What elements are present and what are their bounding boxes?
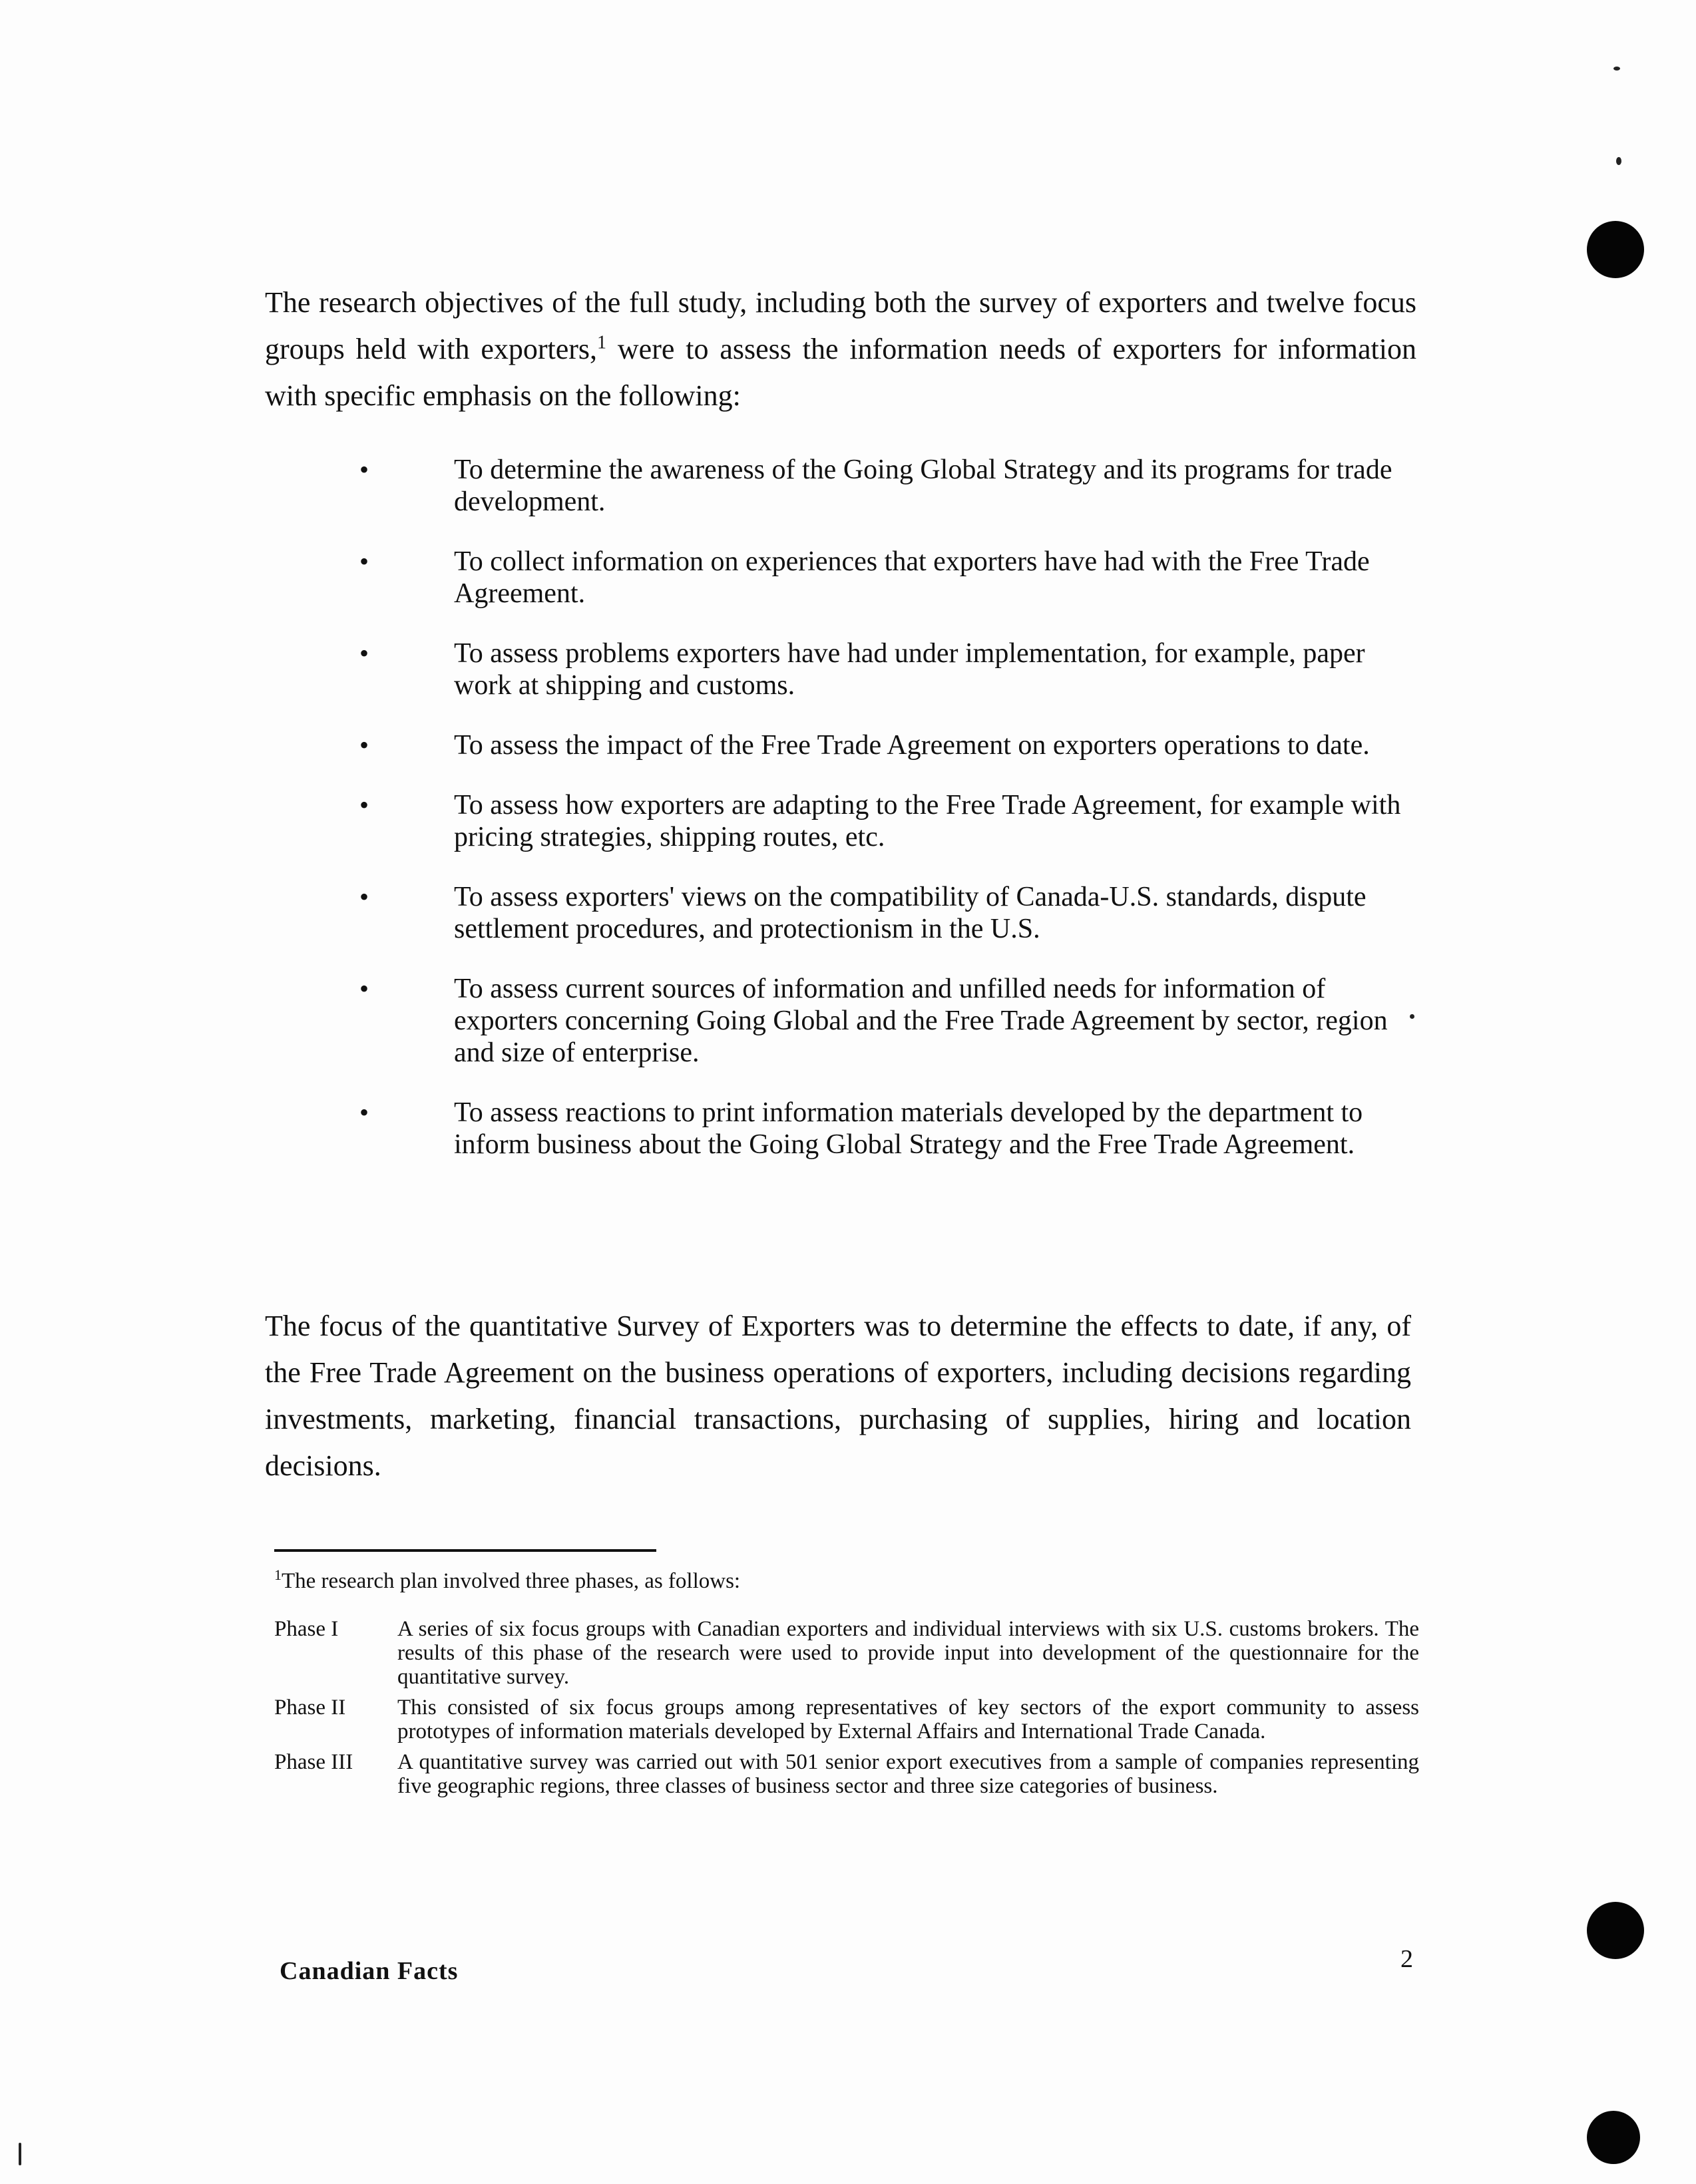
list-item bbox=[346, 973, 1411, 1069]
list-item bbox=[346, 789, 1411, 853]
bullet-icon: • bbox=[359, 730, 369, 760]
list-item bbox=[346, 637, 1411, 701]
intro-text-end: were to assess the information needs of exporters for information with specific emphasis on the following: bbox=[265, 333, 1416, 412]
bullet-icon: • bbox=[359, 974, 369, 1003]
scan-speck bbox=[1616, 157, 1621, 165]
phase-label: Phase I bbox=[274, 1617, 339, 1641]
list-item-text: To assess the impact of the Free Trade Agreement on exporters operations to date. bbox=[454, 730, 1370, 761]
phase-text: A series of six focus groups with Canadian exporters and individual interviews with six U.S. customs brokers. The results of this phase of the research were used to provide input into development of the questionnaire for the quantitative survey. bbox=[397, 1617, 1419, 1689]
list-item-text: To assess how exporters are adapting to the Free Trade Agreement, for example with pricing strategies, shipping routes, etc. bbox=[454, 790, 1401, 852]
list-item bbox=[346, 881, 1411, 945]
footnote-marker: 1 bbox=[274, 1566, 282, 1583]
phase-text: A quantitative survey was carried out with 501 senior export executives from a sample of companies representing five geographic regions, three classes of business sector and three size categories of business. bbox=[397, 1750, 1419, 1798]
bullet-icon: • bbox=[359, 1097, 369, 1127]
list-item-text: To assess current sources of information and unfilled needs for information of exporters concerning Going Global and the Free Trade Agreement by sector, region and size of enterprise. bbox=[454, 974, 1388, 1068]
punch-hole-top bbox=[1587, 221, 1644, 278]
footnote-intro bbox=[274, 1566, 1419, 1593]
footnote-intro-text: The research plan involved three phases, as follows: bbox=[282, 1569, 741, 1593]
bullet-icon: • bbox=[359, 546, 369, 576]
bullet-icon: • bbox=[359, 638, 369, 668]
footnote-divider bbox=[274, 1549, 656, 1552]
list-item-text: To determine the awareness of the Going Global Strategy and its programs for trade development. bbox=[454, 455, 1392, 517]
phase-item bbox=[274, 1750, 1419, 1798]
bullet-icon: • bbox=[359, 882, 369, 912]
punch-hole-bottom bbox=[1587, 2111, 1640, 2164]
list-item bbox=[346, 454, 1411, 518]
intro-text-start: The research objectives of the full study, including both the survey of exporters and twelve focus groups held with exporters, bbox=[265, 286, 1416, 365]
footnote-reference: 1 bbox=[597, 332, 607, 353]
list-item-text: To assess problems exporters have had under implementation, for example, paper work at shipping and customs. bbox=[454, 638, 1365, 701]
phase-label: Phase II bbox=[274, 1696, 346, 1720]
phase-item bbox=[274, 1696, 1419, 1743]
footnote bbox=[274, 1566, 1419, 1805]
bullet-icon: • bbox=[359, 790, 369, 820]
list-item-text: To collect information on experiences that exporters have had with the Free Trade Agreement. bbox=[454, 546, 1370, 609]
objectives-list bbox=[346, 454, 1411, 1188]
footer-organization: Canadian Facts bbox=[280, 1957, 459, 1985]
list-item-text: To assess reactions to print information materials developed by the department to inform business about the Going Global Strategy and the Free Trade Agreement. bbox=[454, 1097, 1363, 1160]
list-item bbox=[346, 1097, 1411, 1161]
scan-speck bbox=[1613, 67, 1620, 71]
focus-paragraph: The focus of the quantitative Survey of Exporters was to determine the effects to date, if any, of the Free Trade Agreement on the business operations of exporters, including decisions regarding investments, marketing, financial transactions, purchasing of supplies, hiring and location decisions. bbox=[265, 1310, 1411, 1482]
punch-hole-middle bbox=[1587, 1902, 1644, 1959]
phase-label: Phase III bbox=[274, 1750, 353, 1774]
phase-text: This consisted of six focus groups among representatives of key sectors of the export community to assess prototypes of information materials developed by External Affairs and International Trade Canada. bbox=[397, 1696, 1419, 1743]
scan-speck bbox=[19, 2143, 21, 2165]
phase-item bbox=[274, 1617, 1419, 1689]
bullet-icon: • bbox=[359, 455, 369, 484]
list-item bbox=[346, 546, 1411, 610]
list-item-text: To assess exporters' views on the compatibility of Canada-U.S. standards, dispute settlement procedures, and protectionism in the U.S. bbox=[454, 882, 1367, 944]
list-item bbox=[346, 729, 1411, 761]
page-number: 2 bbox=[1400, 1945, 1413, 1973]
intro-paragraph bbox=[265, 279, 1416, 419]
